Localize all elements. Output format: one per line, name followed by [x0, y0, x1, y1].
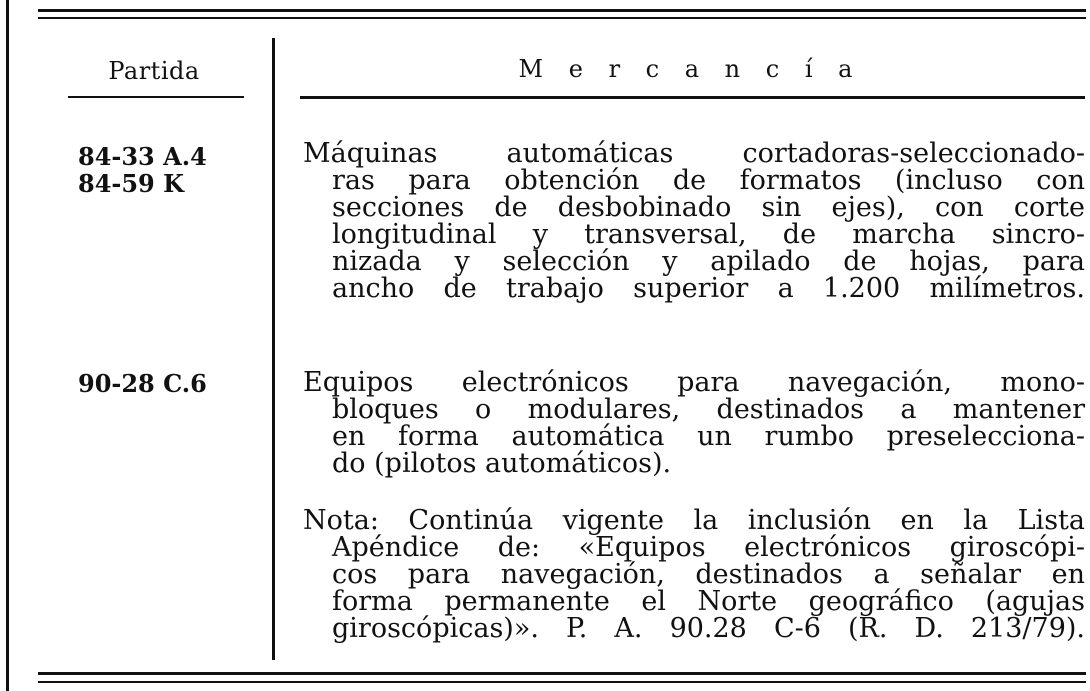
row1-line-1: Máquinas automáticas cortadoras-seleccionado-: [303, 138, 1085, 169]
header-mercancia: M e r c a n c í a: [518, 55, 862, 83]
header-rule-mercancia: [300, 96, 1085, 99]
row1-code-1: 84-33 A.4: [78, 142, 207, 171]
row1-line-6: ancho de trabajo superior a 1.200 milímetros.: [332, 273, 1085, 304]
row2-line-3: en forma automática un rumbo preselecciona-: [332, 421, 1085, 452]
row3-line-2: Apéndice de: «Equipos electrónicos giroscópi-: [332, 532, 1085, 563]
bottom-double-rule-2: [38, 681, 1086, 683]
row3-line-3: cos para navegación, destinados a señalar en: [332, 559, 1085, 590]
row2-description: [303, 369, 1085, 477]
row1-line-3: secciones de desbobinado sin ejes), con corte: [332, 192, 1085, 223]
row1-line-5: nizada y selección y apilado de hojas, para: [332, 246, 1085, 277]
header-rule-partida: [68, 96, 244, 98]
column-divider: [272, 38, 275, 660]
header-partida: Partida: [108, 57, 200, 85]
row1-line-4: longitudinal y transversal, de marcha sincro-: [332, 219, 1085, 250]
row1-line-2: ras para obtención de formatos (incluso con: [332, 165, 1085, 196]
row1-description: [303, 140, 1085, 302]
row3-line-5: giroscópicas)». P. A. 90.28 C-6 (R. D. 213/79).: [332, 613, 1085, 644]
row3-line-4: forma permanente el Norte geográfico (agujas: [332, 586, 1085, 617]
row2-line-4: do (pilotos automáticos).: [332, 448, 672, 479]
row3-line-1: Nota: Continúa vigente la inclusión en la Lista: [303, 505, 1085, 536]
top-double-rule-2: [38, 17, 1086, 19]
left-margin-rule: [6, 0, 9, 691]
row2-code-1: 90-28 C.6: [78, 369, 207, 398]
row3-note: [303, 507, 1085, 642]
row2-line-2: bloques o modulares, destinados a mantener: [332, 394, 1085, 425]
row2-line-1: Equipos electrónicos para navegación, mono-: [303, 367, 1085, 398]
row1-code-2: 84-59 K: [78, 169, 184, 198]
bottom-double-rule-1: [38, 672, 1086, 675]
top-double-rule-1: [38, 9, 1086, 12]
